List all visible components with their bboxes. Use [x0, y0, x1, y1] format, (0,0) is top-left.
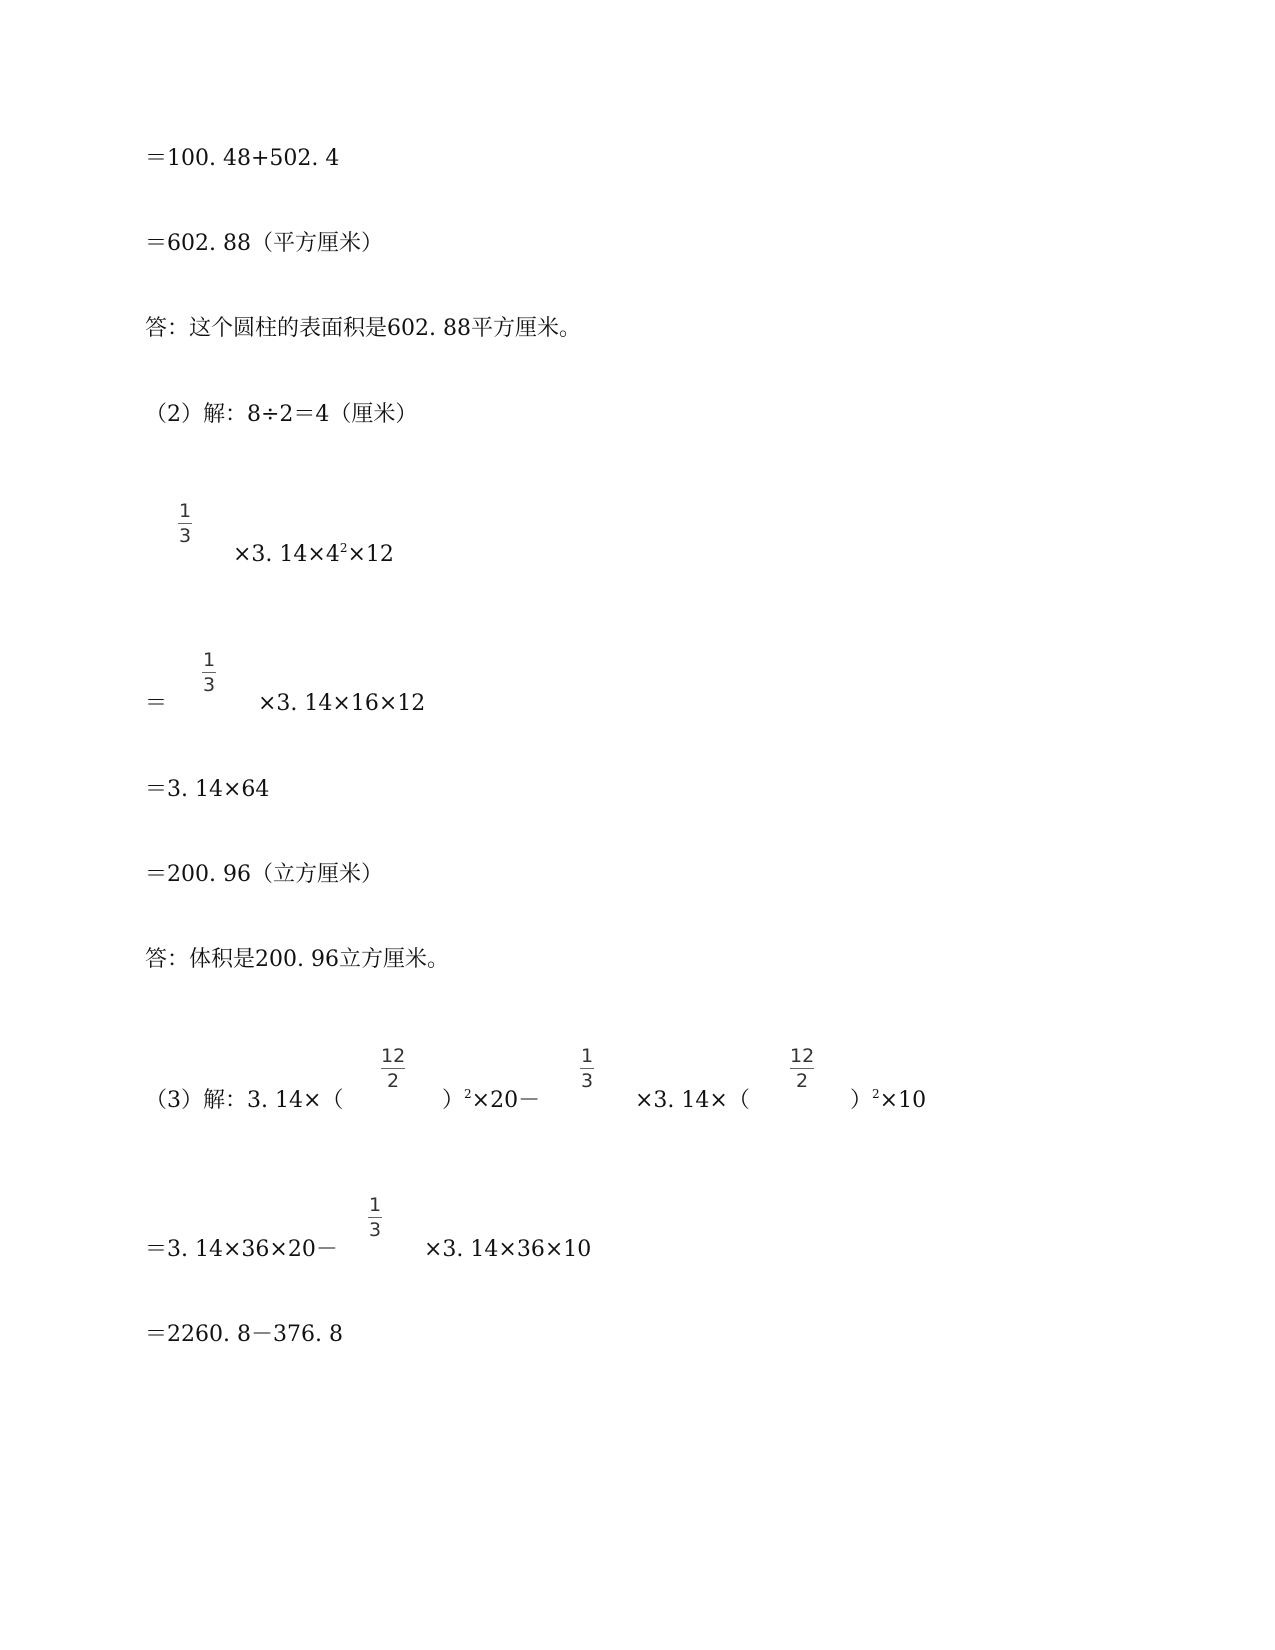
fraction-numerator: 12 — [381, 1045, 406, 1067]
answer-volume: 答：体积是200. 96立方厘米。 — [145, 947, 449, 972]
fraction-twelve-halves — [790, 1045, 814, 1092]
part3-seg-c: ×3. 14×（ — [635, 1088, 750, 1113]
part3-seg-d-text: ×10 — [879, 1088, 927, 1113]
fraction-one-third — [580, 1045, 594, 1092]
fraction-bar — [178, 523, 192, 524]
volume-formula-tail: ×12 — [347, 542, 394, 567]
close-paren: ） — [850, 1088, 873, 1113]
volume-result: ＝200. 96（立方厘米） — [145, 862, 383, 887]
close-paren: ） — [442, 1088, 465, 1113]
part2-heading: （2）解：8÷2＝4（厘米） — [145, 402, 418, 427]
volume-step: ×3. 14×16×12 — [258, 691, 426, 716]
part3-difference: ＝2260. 8－376. 8 — [145, 1322, 343, 1347]
fraction-bar — [368, 1217, 382, 1218]
fraction-numerator: 1 — [178, 500, 192, 522]
fraction-numerator: 1 — [580, 1045, 594, 1067]
exponent: 2 — [339, 541, 348, 555]
fraction-denominator: 3 — [580, 1070, 594, 1092]
volume-formula-text: ×3. 14×4 — [233, 542, 340, 567]
fraction-numerator: 12 — [790, 1045, 815, 1067]
fraction-denominator: 3 — [178, 525, 192, 547]
fraction-one-third — [178, 500, 192, 547]
fraction-denominator: 3 — [368, 1219, 382, 1241]
line-area-result: ＝602. 88（平方厘米） — [145, 231, 383, 256]
fraction-denominator: 3 — [202, 674, 216, 696]
fraction-bar — [202, 672, 216, 673]
part3-seg-b — [442, 1088, 540, 1116]
part3-seg-d — [850, 1088, 926, 1116]
part3-step-a: ＝3. 14×36×20－ — [145, 1237, 338, 1262]
fraction-numerator: 1 — [368, 1194, 382, 1216]
fraction-bar — [381, 1068, 405, 1069]
volume-step-2: ＝3. 14×64 — [145, 777, 270, 802]
fraction-numerator: 1 — [202, 649, 216, 671]
exponent: 2 — [464, 1087, 472, 1101]
part3-step-b: ×3. 14×36×10 — [424, 1237, 592, 1262]
fraction-one-third — [202, 649, 216, 696]
fraction-one-third — [368, 1194, 382, 1241]
volume-formula — [233, 542, 394, 570]
equals-sign: ＝ — [145, 691, 168, 716]
fraction-bar — [580, 1068, 594, 1069]
fraction-denominator: 2 — [796, 1070, 809, 1092]
fraction-twelve-halves — [381, 1045, 405, 1092]
answer-surface-area: 答：这个圆柱的表面积是602. 88平方厘米。 — [145, 316, 581, 341]
exponent: 2 — [872, 1087, 880, 1101]
part3-seg-b-text: ×20－ — [471, 1088, 541, 1113]
fraction-denominator: 2 — [387, 1070, 400, 1092]
line-sum: ＝100. 48+502. 4 — [145, 146, 340, 171]
fraction-bar — [790, 1068, 814, 1069]
part3-heading: （3）解：3. 14×（ — [145, 1088, 344, 1113]
